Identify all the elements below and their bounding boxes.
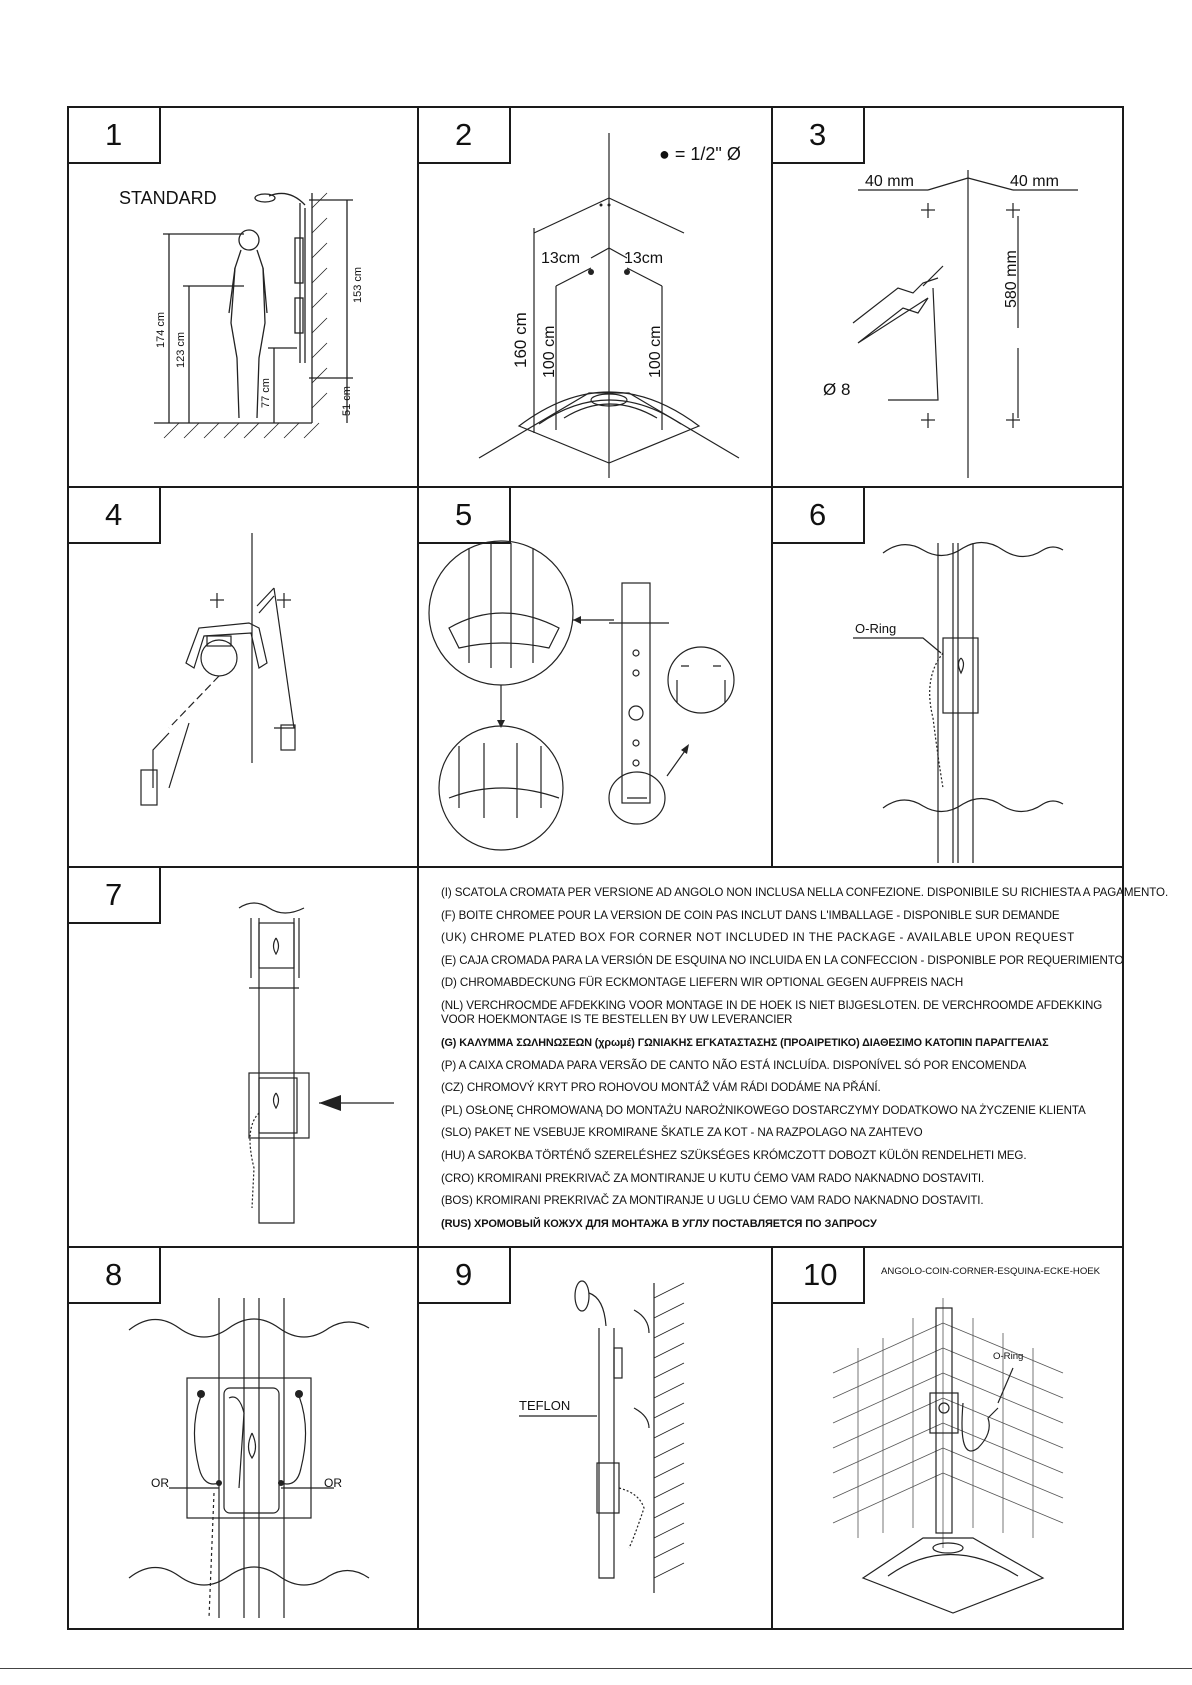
step-5-panel [419,488,773,868]
dimension-vertical: 580 mm [1003,250,1020,308]
step-number: 8 [69,1248,161,1304]
standard-height-diagram [69,108,419,488]
step-2-panel [419,108,773,488]
note-czech: (CZ) CHROMOVÝ KRYT PRO ROHOVOU MONTÁŽ VÁM RÁDI DODÁME NA PŘÁNÍ. [441,1081,881,1095]
step-number: 1 [69,108,161,164]
dimension-right-height: 100 cm [647,325,664,378]
step-number: 10 [773,1248,865,1304]
step-10-panel [773,1248,1122,1628]
dimension-panel: 153 cm [352,266,364,303]
wall-connection-diagram [419,1248,773,1628]
step-number: 7 [69,868,161,924]
corner-box-diagram [69,868,419,1248]
step-number: 5 [419,488,511,544]
dimension-lower: 77 cm [260,378,272,408]
step-7-panel [69,868,419,1248]
corner-title: ANGOLO-COIN-CORNER-ESQUINA-ECKE-HOEK [881,1266,1101,1277]
step-8-panel [69,1248,419,1628]
hose-connection-diagram [69,1248,419,1628]
step-number: 6 [773,488,865,544]
note-german: (D) CHROMABDECKUNG FÜR ECKMONTAGE LIEFERN WIR OPTIONAL GEGEN AUFPREIS NACH [441,976,964,990]
o-ring-label: O-Ring [855,621,897,636]
note-italian: (I) SCATOLA CROMATA PER VERSIONE AD ANGOLO NON INCLUSA NELLA CONFEZIONE. DISPONIBILE SU RICHIESTA A PAGAMENTO. [441,886,1169,899]
drill-diameter: Ø 8 [823,380,851,399]
note-greek: (G) ΚΑΛΥΜΜΑ ΣΩΛΗΝΩΣΕΩΝ (χρωμέ) ΓΩΝΙΑΚΗΣ ΕΓΚΑΤΑΣΤΑΣΗΣ (ΠΡΟΑΙΡΕΤΙΚΟ) ΔΙΑΘΕΣΙΜΟ ΚΑΤΟΠΙΝ ΠΑΡΑΓΓΕΛΙΑΣ [441,1036,1049,1049]
dimension-height: 160 cm [511,312,530,368]
cover-installation-diagram [419,488,773,868]
note-portuguese: (P) A CAIXA CROMADA PARA VERSÃO DE CANTO NÃO ESTÁ INCLUÍDA. DISPONÍVEL SÓ POR ENCOMENDA [441,1058,1027,1072]
dimension-left-height: 100 cm [541,325,558,378]
step-number: 2 [419,108,511,164]
step-4-panel [69,488,419,868]
shower-tray-diagram [419,108,773,488]
step-number: 9 [419,1248,511,1304]
dimension-left-offset: 13cm [541,250,581,267]
note-slovenian: (SLO) PAKET NE VSEBUJE KROMIRANE ŠKATLE ZA KOT - NA RAZPOLAGO NA ZAHTEVO [441,1126,923,1140]
note-english: (UK) CHROME PLATED BOX FOR CORNER NOT INCLUDED IN THE PACKAGE - AVAILABLE UPON REQUEST [441,931,1075,945]
o-ring-label: O-Ring [993,1351,1024,1362]
standard-label: STANDARD [119,188,217,208]
note-bosnian: (BOS) KROMIRANI PREKRIVAČ ZA MONTIRANJE U UGLU ĆEMO VAM RADO NAKNADNO DOSTAVITI. [441,1194,984,1208]
page-footer-rule [0,1668,1192,1669]
step-number: 3 [773,108,865,164]
multilingual-notes [419,868,1169,1248]
step-1-panel [69,108,419,488]
note-polish: (PL) OSŁONĘ CHROMOWANĄ DO MONTAŻU NAROŻNIKOWEGO DOSTARCZYMY DODATKOWO NA ŻYCZENIE KLIENTA [441,1103,1086,1117]
dimension-total: 174 cm [155,311,167,348]
note-french: (F) BOITE CHROMEE POUR LA VERSION DE COIN PAS INCLUT DANS L'IMBALLAGE - DISPONIBLE SUR DEMANDE [441,908,1060,922]
step-9-panel [419,1248,773,1628]
teflon-label: TEFLON [519,1398,571,1413]
step-6-panel [773,488,1122,868]
note-spanish: (E) CAJA CROMADA PARA LA VERSIÓN DE ESQUINA NO INCLUIDA EN LA CONFECCION - DISPONIBLE POR REQUERIMIENTO [441,953,1124,967]
bracket-mounting-diagram [69,488,419,868]
dimension-floor: 51 cm [341,386,353,416]
dimension-left-spacing: 40 mm [865,173,914,190]
dimension-upper: 123 cm [175,331,187,368]
note-dutch: (NL) VERCHROCMDE AFDEKKING VOOR MONTAGE IN DE HOEK IS NIET BIJGESLOTEN. DE VERCHROOMDE AFDEKKING VOOR HOEKMONTAGE IS TE BESTELLEN BY UW LEVERANCIER [441,998,1103,1026]
pipe-dot-icon: ● [659,144,670,164]
dimension-right-spacing: 40 mm [1010,173,1059,190]
corner-installation-diagram [773,1248,1122,1628]
o-ring-diagram [773,488,1122,868]
step-grid [67,106,1169,1630]
or-left-label: OR [151,1476,169,1490]
note-russian: (RUS) ХРОМОВЫЙ КОЖУХ ДЛЯ МОНТАЖА В УГЛУ ПОСТАВЛЯЕТСЯ ПО ЗАПРОСУ [441,1217,877,1230]
dimension-right-offset: 13cm [624,250,664,267]
or-right-label: OR [324,1476,342,1490]
drilling-diagram [773,108,1122,488]
note-hungarian: (HU) A SAROKBA TÖRTÉNŐ SZERELÉSHEZ SZÜKSÉGES KRÓMCZOTT DOBOZT KÜLÖN RENDELHETI MEG. [441,1148,1027,1162]
note-croatian: (CRO) KROMIRANI PREKRIVAČ ZA MONTIRANJE U KUTU ĆEMO VAM RADO NAKNADNO DOSTAVITI. [441,1171,985,1185]
pipe-legend: ● = 1/2" Ø [659,144,741,164]
step-number: 4 [69,488,161,544]
step-3-panel [773,108,1122,488]
